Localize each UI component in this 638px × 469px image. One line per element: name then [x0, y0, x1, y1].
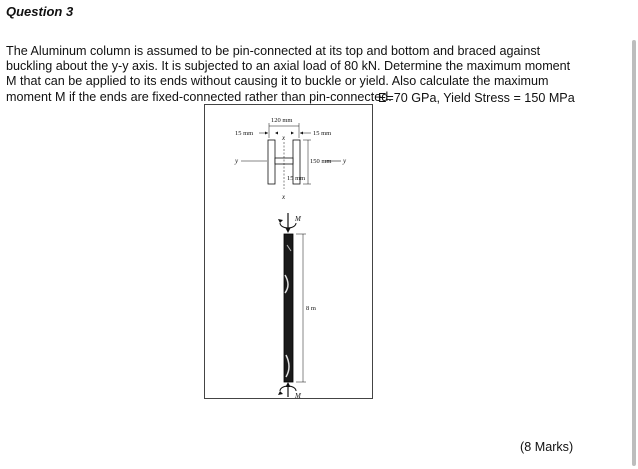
column-figure-drawing	[205, 105, 374, 400]
dim-bottom-thickness-label: 15 mm	[287, 175, 306, 182]
question-title: Question 3	[6, 4, 74, 19]
arrowhead	[286, 228, 291, 233]
axis-x-top-label: x	[282, 134, 286, 142]
arrowhead	[300, 132, 303, 135]
arrowhead	[291, 132, 294, 135]
arrowhead	[278, 391, 283, 395]
scrollbar[interactable]	[632, 40, 636, 466]
question-body-line: The Aluminum column is assumed to be pin-connected at its top and bottom and braced against	[6, 44, 541, 58]
arrowhead	[278, 219, 283, 223]
left-flange	[268, 140, 275, 184]
axis-y-right-label: y	[343, 157, 347, 165]
axis-x-bottom-label: x	[282, 193, 286, 201]
question-body-line: M that can be applied to its ends without causing it to buckle or yield. Also calculate the maximum	[6, 74, 549, 89]
arrowhead	[265, 132, 268, 135]
moment-bottom-label: M	[295, 392, 301, 400]
dim-flange-width-label: 120 mm	[271, 117, 293, 124]
marks-label: (8 Marks)	[520, 440, 574, 454]
question-body-line: buckling about the y-y axis. It is subjected to an axial load of 80 kN. Determine the maximum moment	[6, 59, 571, 74]
column-figure	[204, 104, 373, 399]
material-properties: E=70 GPa, Yield Stress = 150 MPa	[378, 91, 575, 105]
dim-length-label: 8 m	[306, 305, 316, 312]
dim-depth-label: 150 mm	[310, 158, 332, 165]
arrowhead	[275, 132, 278, 135]
question-body-line: moment M if the ends are fixed-connected rather than pin-connected.	[6, 89, 392, 104]
dim-left-thickness-label: 15 mm	[235, 130, 254, 137]
axis-y-left-label: y	[235, 157, 239, 165]
dim-right-thickness-label: 15 mm	[313, 130, 332, 137]
moment-top-label: M	[295, 215, 301, 223]
